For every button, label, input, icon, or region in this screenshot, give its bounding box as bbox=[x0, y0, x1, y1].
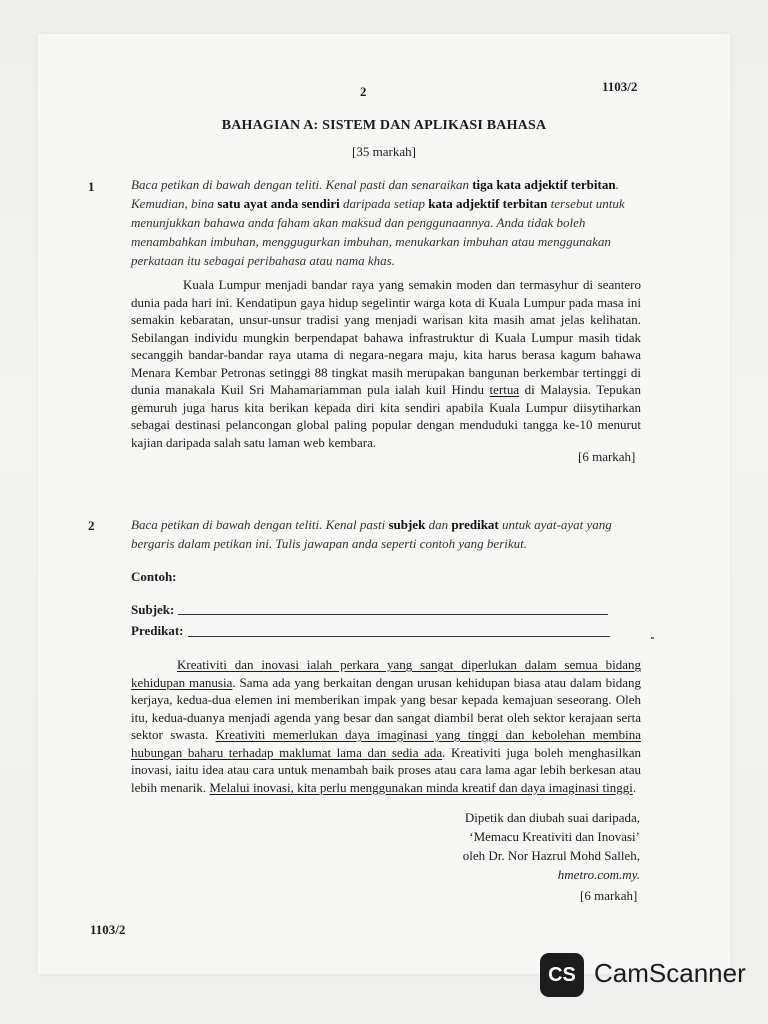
q1-instruction-line bbox=[131, 251, 641, 270]
instruction-text: bergaris dalam petikan ini. Tulis jawapan anda seperti contoh yang berikut. bbox=[131, 536, 527, 551]
q1-passage-text: di Malaysia. Tepukan gemuruh juga harus kita berikan kepada diri kita sendiri apabila Kuala Lumpur diisytiharkan sebagai destinasi pelancongan global paling popular dengan menduduki tangga ke-10 menurut kajian daripada salah satu laman web kembara. bbox=[131, 382, 641, 450]
instruction-text: . bbox=[615, 177, 619, 192]
scan-speck bbox=[651, 637, 654, 639]
question-2-marks: [6 markah] bbox=[580, 888, 638, 903]
instruction-text: Kemudian, bina bbox=[131, 196, 218, 211]
source-line-1: Dipetik dan diubah suai daripada, bbox=[464, 810, 640, 825]
instruction-text: Baca petikan di bawah dengan teliti. Kenal pasti bbox=[131, 517, 389, 532]
q1-instruction-line bbox=[131, 232, 641, 251]
q2-instruction-line bbox=[131, 534, 646, 553]
camscanner-logo-text: CS bbox=[548, 963, 576, 986]
question-1-number: 1 bbox=[88, 179, 95, 194]
question-2-instruction bbox=[131, 515, 646, 553]
q1-passage-text: Kuala Lumpur menjadi bandar raya yang semakin moden dan termasyhur di seantero dunia pada hari ini. Kendatipun gaya hidup segelintir warga kota di Kuala Lumpur pada masa ini semakin kebaratan, unsur-unsur tradisi yang menjadi warisan kita masih amat jelas kelihatan. Sebilangan individu mungkin berpendapat bahawa infrastruktur di Kuala Lumpur masih tidak secanggih bandar-bandar raya utama di negara-negara maju, kita harus berasa kagum bahawa Menara Kembar Petronas setinggi 88 tingkat masih merupakan bangunan berkembar tertinggi di dunia manakala Kuil Sri Mahamariamman pula ialah kuil Hindu bbox=[131, 277, 641, 397]
instruction-text: untuk ayat-ayat yang bbox=[498, 517, 612, 532]
q1-instruction-line bbox=[131, 175, 641, 194]
page-number: 2 bbox=[360, 84, 367, 99]
q1-instruction-line bbox=[131, 194, 641, 213]
q1-instruction-line bbox=[131, 213, 641, 232]
question-1-instruction bbox=[131, 175, 641, 270]
instruction-keyword: kata adjektif terbitan bbox=[428, 196, 548, 211]
subject-label: Subjek: bbox=[131, 602, 175, 617]
q2-passage-text: . bbox=[632, 779, 637, 795]
instruction-keyword: tiga kata adjektif terbitan bbox=[472, 177, 616, 192]
q2-passage-text: . Kreativiti juga boleh menghasilkan inovasi, iaitu idea atau cara untuk menambah baik proses atau cara lama agar lebih berkesan atau lebih menarik. bbox=[131, 744, 641, 795]
instruction-text: menunjukkan bahawa anda faham akan maksud dan penggunaannya. Anda tidak boleh bbox=[131, 215, 586, 230]
instruction-text: tersebut untuk bbox=[547, 196, 625, 211]
question-2-passage bbox=[131, 656, 641, 796]
instruction-text: daripada setiap bbox=[339, 196, 429, 211]
source-line-2: ‘Memacu Kreativiti dan Inovasi’ bbox=[469, 829, 640, 844]
question-1-marks: [6 markah] bbox=[578, 449, 636, 464]
instruction-keyword: predikat bbox=[451, 517, 499, 532]
example-label: Contoh: bbox=[131, 569, 177, 584]
section-marks: [35 markah] bbox=[352, 144, 416, 159]
instruction-text: perkataan itu sebagai peribahasa atau nama khas. bbox=[131, 253, 395, 268]
q2-instruction-line bbox=[131, 515, 646, 534]
source-line-4: hmetro.com.my. bbox=[557, 867, 640, 882]
question-1-passage bbox=[131, 276, 641, 451]
camscanner-logo-icon bbox=[540, 953, 584, 997]
q2-passage-underlined-text: Melalui inovasi, kita perlu menggunakan minda kreatif dan daya imaginasi tinggi bbox=[209, 779, 633, 795]
q2-passage-underlined-text: Kreativiti memerlukan daya imaginasi yang tinggi dan kebolehan membina hubungan baharu terhadap maklumat lama dan sedia ada bbox=[131, 727, 641, 760]
instruction-text: dan bbox=[425, 517, 452, 532]
camscanner-watermark: CamScanner bbox=[594, 958, 746, 988]
source-citation bbox=[380, 808, 640, 884]
instruction-keyword: satu ayat anda sendiri bbox=[217, 196, 340, 211]
paper-code-footer: 1103/2 bbox=[90, 922, 126, 937]
q1-passage-underlined-text: tertua bbox=[489, 382, 520, 397]
section-title: BAHAGIAN A: SISTEM DAN APLIKASI BAHASA bbox=[221, 118, 547, 133]
instruction-keyword: subjek bbox=[388, 517, 426, 532]
paper-code-header: 1103/2 bbox=[602, 79, 638, 94]
q2-passage-text: . Sama ada yang berkaitan dengan urusan kehidupan biasa atau dalam bidang kerjaya, kedua-dua elemen ini memberikan impak yang besar kepada kemajuan seseorang. Oleh itu, kedua-duanya menjadi agenda yang besar dan sangat diambil berat oleh sektor kerajaan serta sektor swasta. bbox=[131, 674, 641, 742]
source-line-3: oleh Dr. Nor Hazrul Mohd Salleh, bbox=[462, 848, 640, 863]
instruction-text: Baca petikan di bawah dengan teliti. Kenal pasti dan senaraikan bbox=[131, 177, 473, 192]
subject-answer-line bbox=[178, 614, 608, 615]
question-2-number: 2 bbox=[88, 518, 95, 533]
instruction-text: menambahkan imbuhan, menggugurkan imbuhan, menukarkan imbuhan atau menggunakan bbox=[131, 234, 611, 249]
predicate-answer-line bbox=[188, 636, 610, 637]
predicate-label: Predikat: bbox=[131, 623, 184, 638]
q2-passage-underlined-text: Kreativiti dan inovasi ialah perkara yang sangat diperlukan dalam semua bidang kehidupan manusia bbox=[131, 657, 641, 690]
